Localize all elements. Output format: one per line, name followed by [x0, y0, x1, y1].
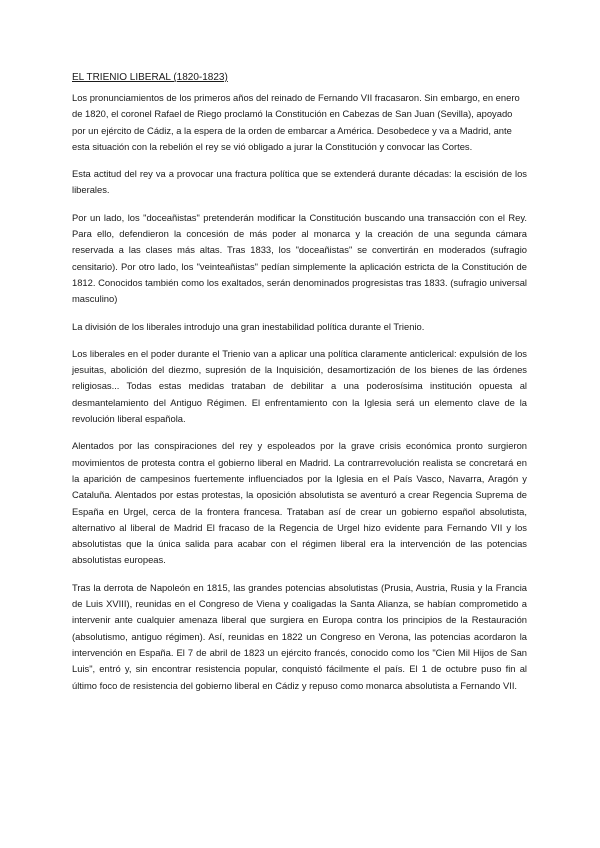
paragraph-pronunciamientos: Los pronunciamientos de los primeros años del reinado de Fernando VII fracasaron. Sin embargo, en enero de 1820, el coronel Rafael de Riego proclamó la Constitución en Cabezas de San Juan (Sevilla), apoyado por un ejército de Cádiz, a la espera de la orden de embarcar a América. Desobedece y va a Madrid, ante esta situación con la rebelión el rey se vió obligado a jurar la Constitución y convocar las Cortes. [72, 92, 520, 152]
paragraph-escision: Esta actitud del rey va a provocar una fractura política que se extenderá durante décadas: la escisión de los liberales. [72, 168, 527, 196]
paragraph-doceanistas: Por un lado, los "doceañistas" pretenderán modificar la Constitución buscando una transacción con el Rey. Para ello, defendieron la concesión de más poder al monarca y la creación de una segunda cámara reservada a las clases más altas. Tras 1833, los "doceañistas" se convertirán en moderados (sufragio censitario). Por otro lado, los "veinteañistas" pedían simplemente la aplicación estricta de la Constitución de 1812. Conocidos también como los exaltados, serán denominados progresistas tras 1833. (sufragio universal masculino) [72, 211, 527, 305]
paragraph-contrarrevolucion: Alentados por las conspiraciones del rey y espoleados por la grave crisis económica pronto surgieron movimientos de protesta contra el gobierno liberal en Madrid. La contrarrevolución realista se concretará en la aparición de campesinos fuertemente influenciados por la Iglesia en el País Vasco, Navarra, Aragón y Cataluña. Alentados por estas protestas, la oposición absolutista se aventuró a crear Regencia Suprema de España en Urgel, cerca de la frontera francesa. Trataban así de crear un gobierno español absolutista, alternativo al liberal de Madrid El fracaso de la Regencia de Urgel hizo evidente para Fernando VII y los absolutistas que la única salida para acabar con el régimen liberal era la intervención de las potencias absolutistas europeas. [72, 440, 527, 566]
paragraph-division: La división de los liberales introdujo una gran inestabilidad política durante el Trienio. [72, 320, 425, 332]
document-title: EL TRIENIO LIBERAL (1820-1823) [72, 72, 228, 83]
document-page [72, 70, 527, 705]
paragraph-santa-alianza: Tras la derrota de Napoleón en 1815, las grandes potencias absolutistas (Prusia, Austria, Rusia y la Francia de Luis XVIII), reunidas en el Congreso de Viena y coaligadas la Santa Alianza, se habían comprometido a intervenir ante cualquier amenaza liberal que surgiera en Europa contra los principios de la Restauración (absolutismo, antiguo régimen). Así, reunidas en 1822 un Congreso en Verona, las potencias acordaron la intervención en España. El 7 de abril de 1823 un ejército francés, conocido como los "Cien Mil Hijos de San Luis", entró y, sin encontrar resistencia popular, conquistó fácilmente el país. El 1 de octubre puso fin al último foco de resistencia del gobierno liberal en Cádiz y repuso como monarca absolutista a Fernando VII. [72, 581, 527, 691]
paragraph-anticlerical: Los liberales en el poder durante el Trienio van a aplicar una política claramente anticlerical: expulsión de los jesuitas, abolición del diezmo, supresión de la Inquisición, desamortización de los bienes de las órdenes religiosas... Todas estas medidas trataban de debilitar a una poderosísima institución opuesta al desmantelamiento del Antiguo Régimen. El enfrentamiento con la Iglesia será un elemento clave de la revolución liberal española. [72, 347, 527, 425]
